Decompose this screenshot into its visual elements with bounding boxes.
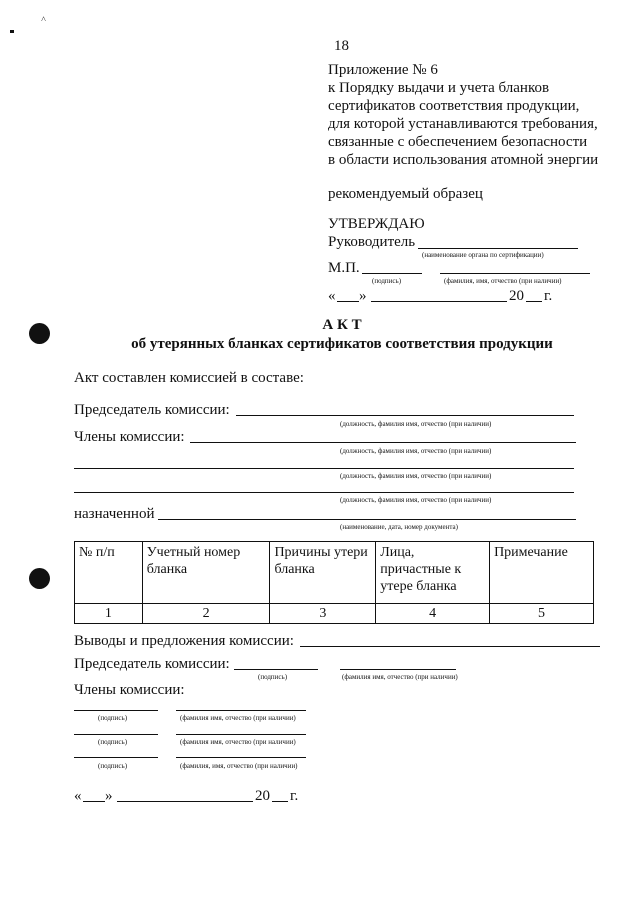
member-name-caption-3: (фамилия, имя, отчество (при наличии) bbox=[180, 762, 298, 770]
page-number: 18 bbox=[334, 38, 349, 54]
appointed-line bbox=[158, 519, 576, 520]
appendix-line: сертификатов соответствия продукции, bbox=[328, 98, 580, 114]
sample-note: рекомендуемый образец bbox=[328, 186, 483, 202]
punch-hole-bottom bbox=[29, 568, 50, 589]
footer-date-close-quote: » bbox=[105, 788, 113, 804]
footer-day-line bbox=[83, 801, 105, 802]
chairman-label: Председатель комиссии: bbox=[74, 402, 230, 418]
footer-year-suffix: г. bbox=[290, 788, 299, 804]
header-cell-persons: Лица, причастные к утере бланка bbox=[376, 542, 490, 604]
appendix-line: для которой устанавливаются требования, bbox=[328, 116, 598, 132]
members-label: Члены комиссии: bbox=[74, 429, 185, 445]
name-caption: (фамилия, имя, отчество (при наличии) bbox=[444, 277, 562, 285]
member-name-line-2 bbox=[176, 734, 306, 735]
member-name-caption-1: (фамилия имя, отчество (при наличии) bbox=[180, 714, 296, 722]
member-signature-caption-1: (подпись) bbox=[98, 714, 128, 722]
column-number: 3 bbox=[270, 604, 376, 624]
member-name-line-3 bbox=[176, 757, 306, 758]
member-line-1 bbox=[190, 442, 576, 443]
signoff-chairman-label: Председатель комиссии: bbox=[74, 656, 230, 672]
member-name-line-1 bbox=[176, 710, 306, 711]
conclusions-label: Выводы и предложения комиссии: bbox=[74, 633, 294, 649]
footer-year-prefix: 20 bbox=[255, 788, 270, 804]
signature-caption: (подпись) bbox=[372, 277, 402, 285]
appendix-line: связанные с обеспечением безопасности bbox=[328, 134, 588, 150]
chairman-caption: (должность, фамилия имя, отчество (при наличии) bbox=[340, 420, 492, 428]
lost-forms-table bbox=[74, 541, 594, 624]
appendix-line: в области использования атомной энергии bbox=[328, 152, 599, 168]
signoff-chairman-name-line bbox=[340, 669, 456, 670]
member-caption-2: (должность, фамилия имя, отчество (при наличии) bbox=[340, 472, 492, 480]
act-subtitle: об утерянных бланках сертификатов соответствия продукции bbox=[131, 336, 553, 352]
column-number: 2 bbox=[142, 604, 270, 624]
date-open-quote: « bbox=[328, 288, 336, 304]
table-number-row bbox=[75, 604, 594, 624]
member-signature-caption-2: (подпись) bbox=[98, 738, 128, 746]
member-caption-1: (должность, фамилия имя, отчество (при наличии) bbox=[340, 447, 492, 455]
chairman-line bbox=[236, 415, 574, 416]
signature-line bbox=[362, 273, 422, 274]
signoff-members-label: Члены комиссии: bbox=[74, 682, 185, 698]
name-line bbox=[440, 273, 590, 274]
head-caption: (наименование органа по сертификации) bbox=[422, 251, 544, 259]
scan-mark bbox=[10, 30, 14, 33]
day-line bbox=[337, 301, 359, 302]
column-number: 1 bbox=[75, 604, 143, 624]
act-intro: Акт составлен комиссией в составе: bbox=[74, 370, 304, 386]
table-header-row bbox=[75, 542, 594, 604]
appendix-line: к Порядку выдачи и учета бланков bbox=[328, 80, 550, 96]
footer-month-line bbox=[117, 801, 253, 802]
year-line bbox=[526, 301, 542, 302]
member-signature-line-3 bbox=[74, 757, 158, 758]
head-label: Руководитель bbox=[328, 234, 416, 250]
appointed-caption: (наименование, дата, номер документа) bbox=[340, 523, 458, 531]
header-cell-note: Примечание bbox=[490, 542, 594, 604]
column-number: 5 bbox=[490, 604, 594, 624]
approval-title: УТВЕРЖДАЮ bbox=[328, 216, 425, 232]
member-caption-3: (должность, фамилия имя, отчество (при наличии) bbox=[340, 496, 492, 504]
header-cell-reasons: Причины утери бланка bbox=[270, 542, 376, 604]
footer-date-open-quote: « bbox=[74, 788, 82, 804]
member-signature-line-2 bbox=[74, 734, 158, 735]
appendix-line: Приложение № 6 bbox=[328, 62, 438, 78]
signoff-name-caption: (фамилия имя, отчество (при наличии) bbox=[342, 673, 458, 681]
stamp-label: М.П. bbox=[328, 260, 360, 276]
signoff-chairman-signature-line bbox=[234, 669, 318, 670]
member-signature-line-1 bbox=[74, 710, 158, 711]
footer-year-line bbox=[272, 801, 288, 802]
member-line-3 bbox=[74, 492, 574, 493]
member-signature-caption-3: (подпись) bbox=[98, 762, 128, 770]
conclusions-line bbox=[300, 646, 600, 647]
year-prefix: 20 bbox=[509, 288, 524, 304]
act-title: А К Т bbox=[322, 317, 362, 333]
signoff-signature-caption: (подпись) bbox=[258, 673, 288, 681]
member-line-2 bbox=[74, 468, 574, 469]
date-close-quote: » bbox=[359, 288, 367, 304]
head-line bbox=[418, 248, 578, 249]
scan-mark: ˄ bbox=[41, 14, 47, 24]
header-cell-form-number: Учетный номер бланка bbox=[142, 542, 270, 604]
appointed-label: назначенной bbox=[74, 506, 155, 522]
member-name-caption-2: (фамилия имя, отчество (при наличии) bbox=[180, 738, 296, 746]
month-line bbox=[371, 301, 507, 302]
year-suffix: г. bbox=[544, 288, 553, 304]
header-cell-number: № п/п bbox=[75, 542, 143, 604]
column-number: 4 bbox=[376, 604, 490, 624]
